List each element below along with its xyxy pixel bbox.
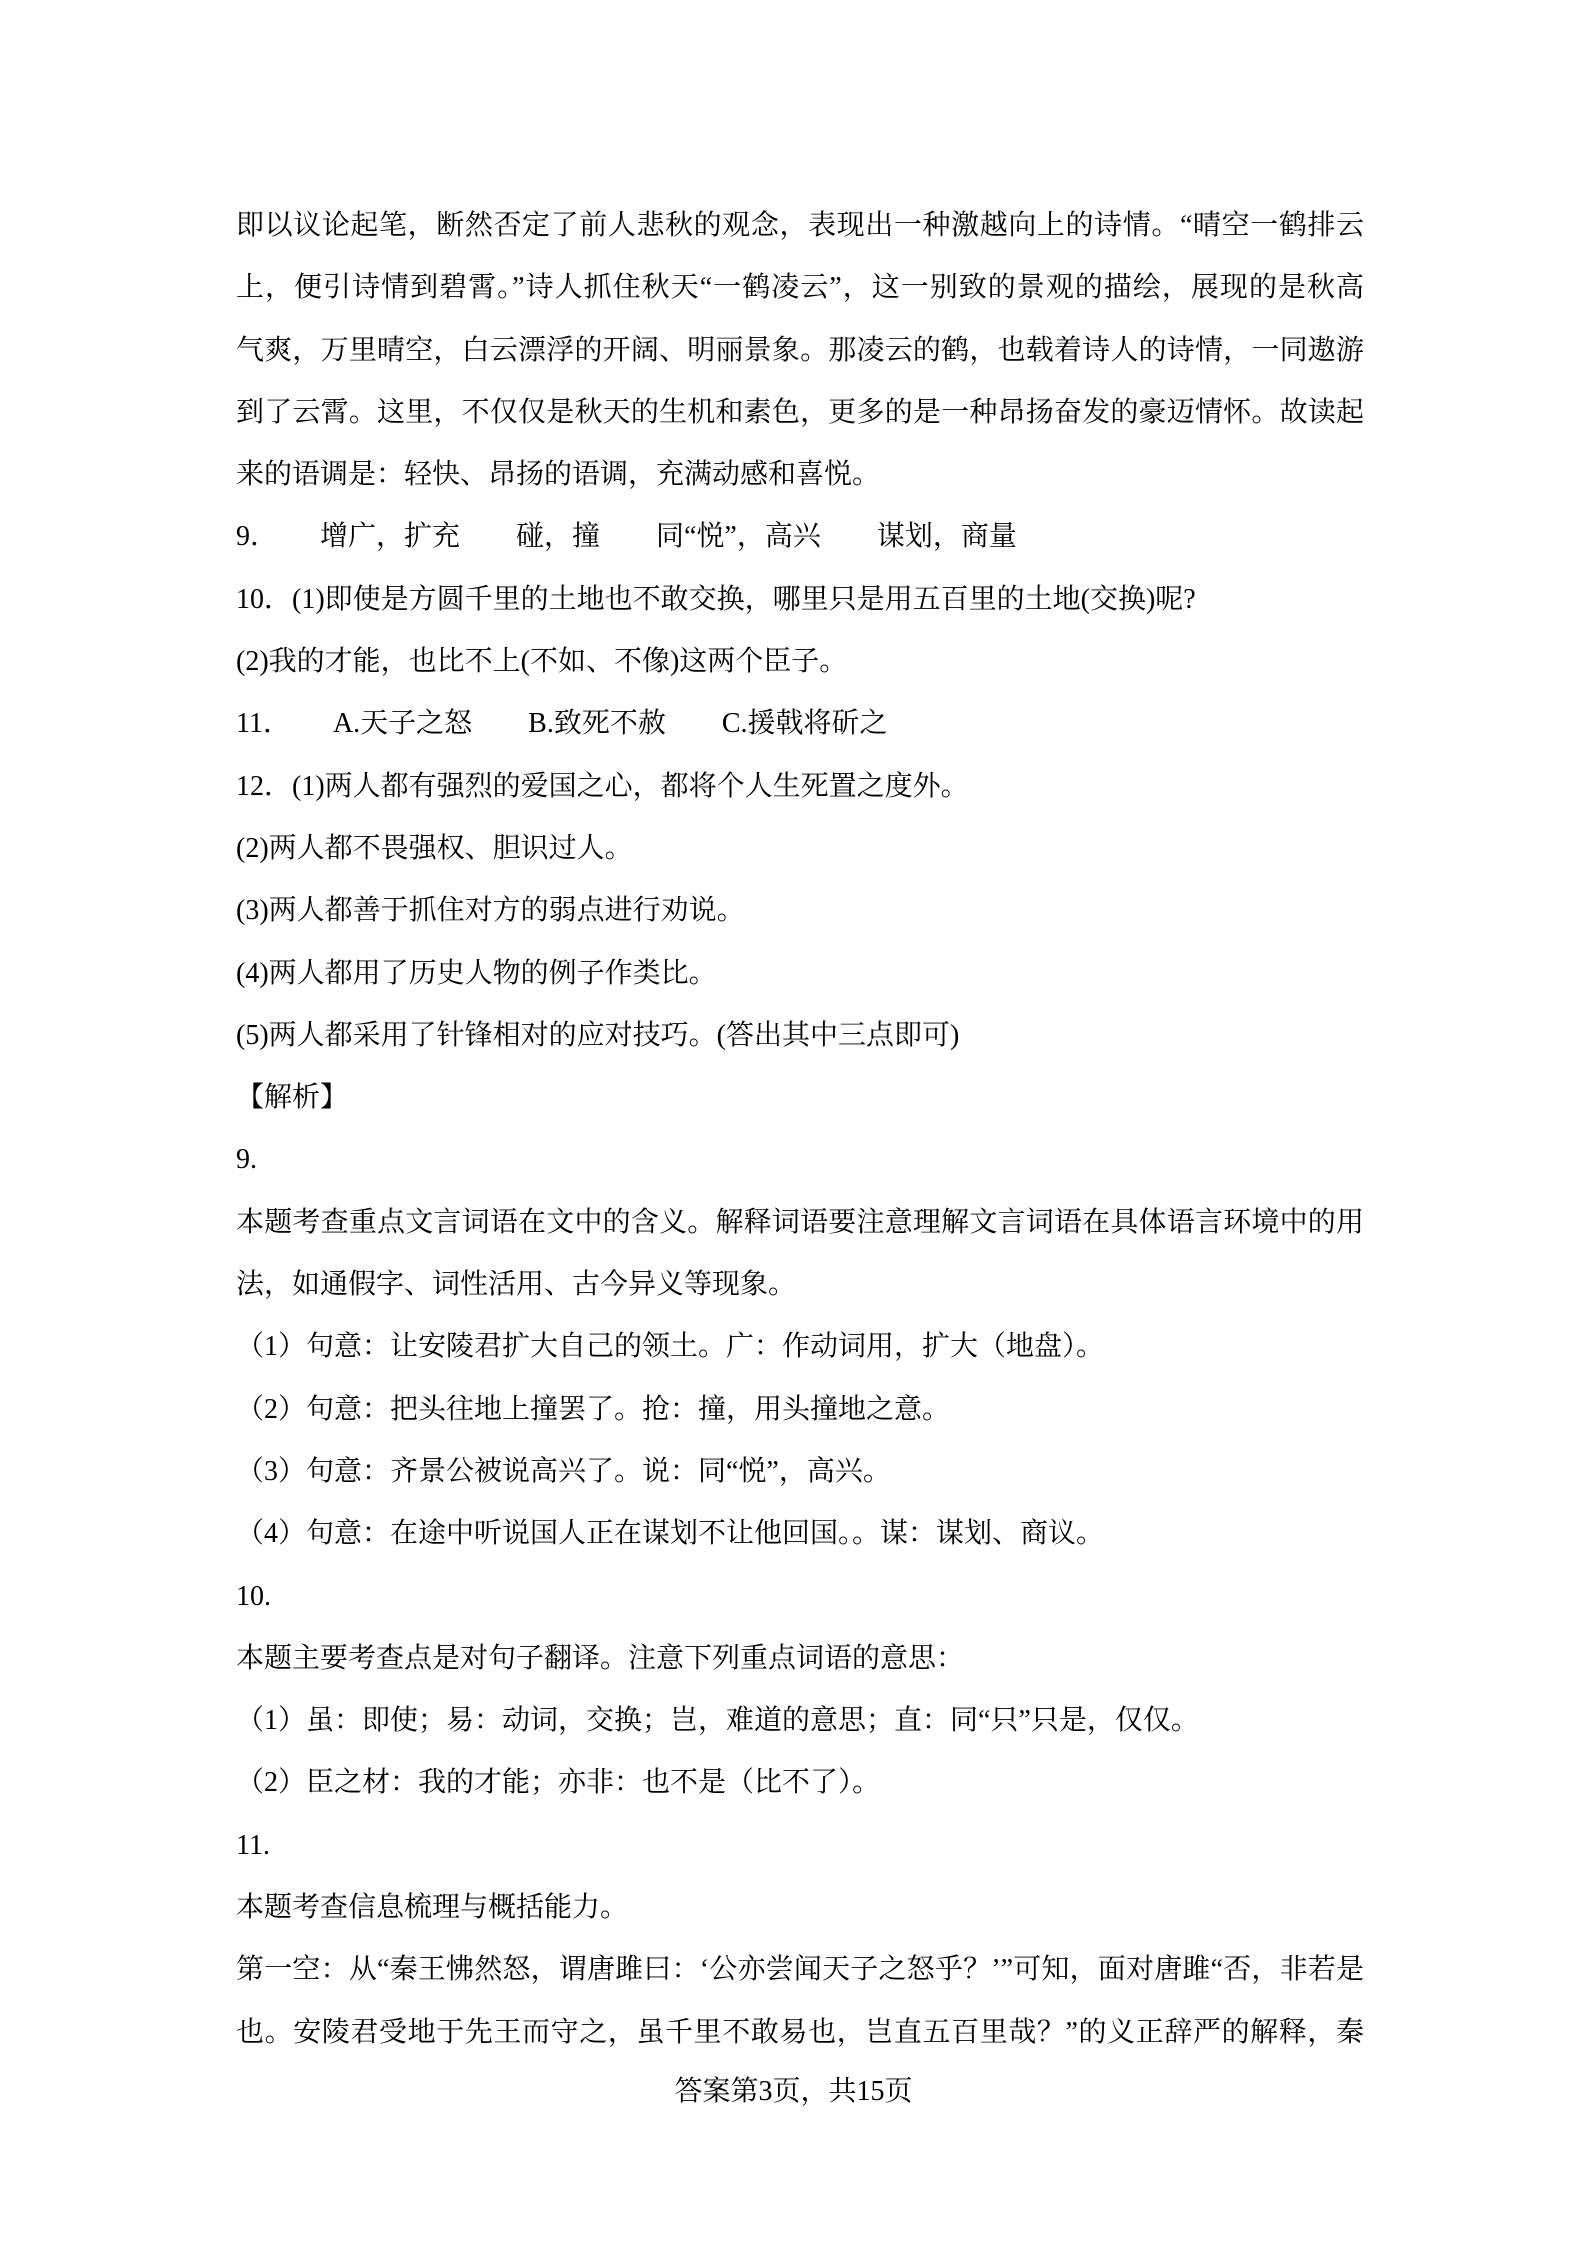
- document-line: 11.: [236, 1829, 270, 1861]
- document-line: 也。安陵君受地于先王而守之，虽千里不敢易也，岂直五百里哉？”的义正辞严的解释，秦: [236, 2016, 1364, 2048]
- document-line: (4)两人都用了历史人物的例子作类比。: [236, 957, 717, 989]
- document-line: （2）臣之材：我的才能；亦非：也不是（比不了）。: [236, 1767, 881, 1799]
- document-line: (2)我的才能，也比不上(不如、不像)这两个臣子。: [236, 646, 848, 678]
- document-line: 来的语调是：轻快、昂扬的语调，充满动感和喜悦。: [236, 459, 881, 491]
- document-line: (5)两人都采用了针锋相对的应对技巧。(答出其中三点即可): [236, 1019, 960, 1051]
- document-line: 本题考查重点文言词语在文中的含义。解释词语要注意理解文言词语在具体语言环境中的用: [236, 1206, 1364, 1238]
- document-line: 10.: [236, 1580, 271, 1612]
- document-line: 12．(1)两人都有强烈的爱国之心，都将个人生死置之度外。: [236, 770, 969, 802]
- document-line: (3)两人都善于抓住对方的弱点进行劝说。: [236, 895, 745, 927]
- document-line: （2）句意：把头往地上撞罢了。抢：撞，用头撞地之意。: [236, 1393, 951, 1425]
- document-line: 第一空：从“秦王怫然怒，谓唐雎曰：‘公亦尝闻天子之怒乎？’”可知，面对唐雎“否，非若是: [236, 1954, 1364, 1986]
- document-line: 上，便引诗情到碧霄。”诗人抓住秋天“一鹤凌云”，这一别致的景观的描绘，展现的是秋高: [236, 272, 1364, 304]
- document-line: 11． A.天子之怒 B.致死不赦 C.援戟将斫之: [236, 708, 888, 740]
- document-line: （3）句意：齐景公被说高兴了。说：同“悦”，高兴。: [236, 1455, 891, 1487]
- answer-text-block: [236, 195, 1364, 2064]
- page-footer: 答案第3页，共15页: [674, 2076, 913, 2107]
- document-line: （4）句意：在途中听说国人正在谋划不让他回国。。谋：谋划、商议。: [236, 1518, 1105, 1550]
- document-line: （1）句意：让安陵君扩大自己的领土。广：作动词用，扩大（地盘）。: [236, 1331, 1105, 1363]
- document-line: 9． 增广，扩充 碰，撞 同“悦”，高兴 谋划，商量: [236, 521, 1017, 553]
- document-line: 即以议论起笔，断然否定了前人悲秋的观念，表现出一种激越向上的诗情。“晴空一鹤排云: [236, 210, 1364, 241]
- document-line: 本题主要考查点是对句子翻译。注意下列重点词语的意思：: [236, 1642, 965, 1674]
- document-line: 10．(1)即使是方圆千里的土地也不敢交换，哪里只是用五百里的土地(交换)呢?: [236, 583, 1196, 615]
- document-line: （1）虽：即使；易：动词，交换；岂，难道的意思；直：同“只”只是，仅仅。: [236, 1705, 1199, 1737]
- document-line: (2)两人都不畏强权、胆识过人。: [236, 832, 633, 864]
- document-line: 气爽，万里晴空，白云漂浮的开阔、明丽景象。那凌云的鹤，也载着诗人的诗情，一同遨游: [236, 334, 1364, 366]
- document-line: 法，如通假字、词性活用、古今异义等现象。: [236, 1269, 797, 1301]
- document-line: 9.: [236, 1144, 257, 1176]
- document-line: 本题考查信息梳理与概括能力。: [236, 1892, 629, 1924]
- document-line: 到了云霄。这里，不仅仅是秋天的生机和素色，更多的是一种昂扬奋发的豪迈情怀。故读起: [236, 396, 1364, 428]
- document-line: 【解析】: [236, 1082, 349, 1114]
